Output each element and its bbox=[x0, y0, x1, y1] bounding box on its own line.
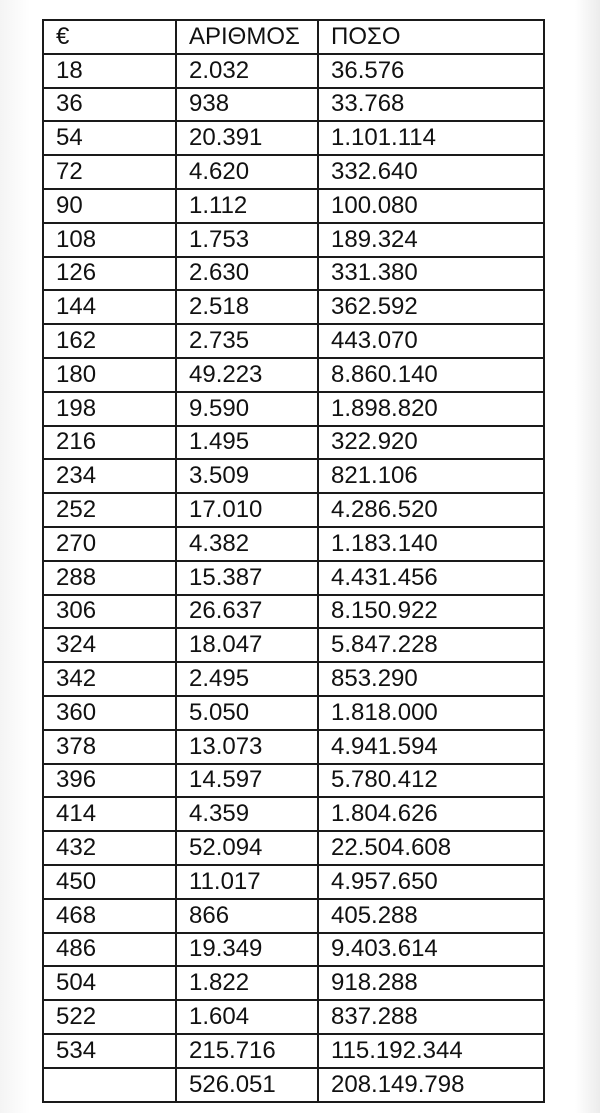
cell-amount: 1.101.114 bbox=[318, 121, 544, 155]
cell-euro: 378 bbox=[43, 730, 176, 764]
table-row bbox=[43, 493, 544, 527]
table-row bbox=[43, 155, 544, 189]
table-row bbox=[43, 831, 544, 865]
cell-count: 1.495 bbox=[176, 426, 318, 460]
cell-amount: 821.106 bbox=[318, 459, 544, 493]
cell-count: 19.349 bbox=[176, 933, 318, 967]
cell-count: 215.716 bbox=[176, 1034, 318, 1068]
cell-amount: 4.957.650 bbox=[318, 865, 544, 899]
cell-amount: 8.150.922 bbox=[318, 595, 544, 629]
table-row bbox=[43, 933, 544, 967]
table-row bbox=[43, 324, 544, 358]
cell-amount: 1.183.140 bbox=[318, 527, 544, 561]
cell-euro: 72 bbox=[43, 155, 176, 189]
table-row bbox=[43, 899, 544, 933]
cell-amount: 443.070 bbox=[318, 324, 544, 358]
cell-count: 9.590 bbox=[176, 392, 318, 426]
cell-euro: 54 bbox=[43, 121, 176, 155]
table-row bbox=[43, 392, 544, 426]
total-row bbox=[43, 1068, 544, 1102]
cell-amount: 36.576 bbox=[318, 54, 544, 88]
cell-count: 49.223 bbox=[176, 358, 318, 392]
cell-count: 2.735 bbox=[176, 324, 318, 358]
cell-amount: 405.288 bbox=[318, 899, 544, 933]
cell-amount: 8.860.140 bbox=[318, 358, 544, 392]
cell-euro: 90 bbox=[43, 189, 176, 223]
table-row bbox=[43, 662, 544, 696]
cell-count: 11.017 bbox=[176, 865, 318, 899]
cell-count: 52.094 bbox=[176, 831, 318, 865]
table-row bbox=[43, 189, 544, 223]
cell-euro: 216 bbox=[43, 426, 176, 460]
table-row bbox=[43, 459, 544, 493]
cell-amount: 853.290 bbox=[318, 662, 544, 696]
cell-count: 26.637 bbox=[176, 595, 318, 629]
header-count: ΑΡΙΘΜΟΣ bbox=[176, 20, 318, 54]
cell-euro: 468 bbox=[43, 899, 176, 933]
cell-count: 2.032 bbox=[176, 54, 318, 88]
table-row bbox=[43, 1034, 544, 1068]
table-body bbox=[43, 54, 544, 1102]
table-row bbox=[43, 358, 544, 392]
cell-amount: 362.592 bbox=[318, 290, 544, 324]
cell-count: 2.630 bbox=[176, 257, 318, 291]
cell-euro: 270 bbox=[43, 527, 176, 561]
cell-count: 3.509 bbox=[176, 459, 318, 493]
cell-count: 1.753 bbox=[176, 223, 318, 257]
table-row bbox=[43, 223, 544, 257]
cell-count: 4.382 bbox=[176, 527, 318, 561]
table-row bbox=[43, 966, 544, 1000]
cell-amount: 918.288 bbox=[318, 966, 544, 1000]
cell-count: 5.050 bbox=[176, 696, 318, 730]
table-row bbox=[43, 88, 544, 122]
cell-amount: 322.920 bbox=[318, 426, 544, 460]
cell-amount: 9.403.614 bbox=[318, 933, 544, 967]
cell-euro: 414 bbox=[43, 797, 176, 831]
cell-euro: 234 bbox=[43, 459, 176, 493]
table-row bbox=[43, 257, 544, 291]
cell-amount: 189.324 bbox=[318, 223, 544, 257]
table-header bbox=[43, 20, 544, 54]
cell-euro: 360 bbox=[43, 696, 176, 730]
amounts-table bbox=[42, 19, 545, 1103]
cell-euro: 198 bbox=[43, 392, 176, 426]
cell-count: 1.604 bbox=[176, 1000, 318, 1034]
cell-amount: 100.080 bbox=[318, 189, 544, 223]
cell-count: 4.359 bbox=[176, 797, 318, 831]
cell-euro: 162 bbox=[43, 324, 176, 358]
table-row bbox=[43, 764, 544, 798]
cell-count: 2.518 bbox=[176, 290, 318, 324]
cell-count: 866 bbox=[176, 899, 318, 933]
cell-count: 2.495 bbox=[176, 662, 318, 696]
cell-euro: 432 bbox=[43, 831, 176, 865]
cell-amount: 4.941.594 bbox=[318, 730, 544, 764]
cell-amount: 332.640 bbox=[318, 155, 544, 189]
table-row bbox=[43, 797, 544, 831]
header-euro: € bbox=[43, 20, 176, 54]
table-row bbox=[43, 121, 544, 155]
cell-amount: 1.804.626 bbox=[318, 797, 544, 831]
cell-euro: 396 bbox=[43, 764, 176, 798]
cell-euro: 252 bbox=[43, 493, 176, 527]
table-row bbox=[43, 696, 544, 730]
cell-amount: 22.504.608 bbox=[318, 831, 544, 865]
cell-euro: 450 bbox=[43, 865, 176, 899]
cell-count: 1.112 bbox=[176, 189, 318, 223]
cell-amount: 1.898.820 bbox=[318, 392, 544, 426]
table-row bbox=[43, 595, 544, 629]
cell-euro: 306 bbox=[43, 595, 176, 629]
table-row bbox=[43, 628, 544, 662]
table-row bbox=[43, 730, 544, 764]
cell-count: 13.073 bbox=[176, 730, 318, 764]
cell-count: 18.047 bbox=[176, 628, 318, 662]
cell-amount: 4.431.456 bbox=[318, 561, 544, 595]
cell-amount: 5.780.412 bbox=[318, 764, 544, 798]
table-row bbox=[43, 865, 544, 899]
table-row bbox=[43, 54, 544, 88]
cell-amount: 1.818.000 bbox=[318, 696, 544, 730]
cell-euro: 486 bbox=[43, 933, 176, 967]
cell-count: 1.822 bbox=[176, 966, 318, 1000]
cell-euro: 504 bbox=[43, 966, 176, 1000]
table-row bbox=[43, 561, 544, 595]
cell-euro: 126 bbox=[43, 257, 176, 291]
cell-amount: 33.768 bbox=[318, 88, 544, 122]
total-cell-euro bbox=[43, 1068, 176, 1102]
cell-amount: 4.286.520 bbox=[318, 493, 544, 527]
table-row bbox=[43, 426, 544, 460]
cell-euro: 324 bbox=[43, 628, 176, 662]
table-row bbox=[43, 527, 544, 561]
cell-amount: 5.847.228 bbox=[318, 628, 544, 662]
table-row bbox=[43, 1000, 544, 1034]
cell-euro: 144 bbox=[43, 290, 176, 324]
cell-euro: 342 bbox=[43, 662, 176, 696]
total-cell-count: 526.051 bbox=[176, 1068, 318, 1102]
table-row bbox=[43, 290, 544, 324]
cell-euro: 18 bbox=[43, 54, 176, 88]
cell-euro: 288 bbox=[43, 561, 176, 595]
cell-euro: 36 bbox=[43, 88, 176, 122]
cell-count: 15.387 bbox=[176, 561, 318, 595]
cell-amount: 837.288 bbox=[318, 1000, 544, 1034]
cell-count: 4.620 bbox=[176, 155, 318, 189]
cell-count: 20.391 bbox=[176, 121, 318, 155]
header-amount: ΠΟΣΟ bbox=[318, 20, 544, 54]
cell-euro: 108 bbox=[43, 223, 176, 257]
cell-count: 17.010 bbox=[176, 493, 318, 527]
cell-euro: 522 bbox=[43, 1000, 176, 1034]
cell-euro: 534 bbox=[43, 1034, 176, 1068]
total-cell-amount: 208.149.798 bbox=[318, 1068, 544, 1102]
header-row bbox=[43, 20, 544, 54]
cell-euro: 180 bbox=[43, 358, 176, 392]
cell-amount: 115.192.344 bbox=[318, 1034, 544, 1068]
cell-count: 938 bbox=[176, 88, 318, 122]
cell-amount: 331.380 bbox=[318, 257, 544, 291]
cell-count: 14.597 bbox=[176, 764, 318, 798]
